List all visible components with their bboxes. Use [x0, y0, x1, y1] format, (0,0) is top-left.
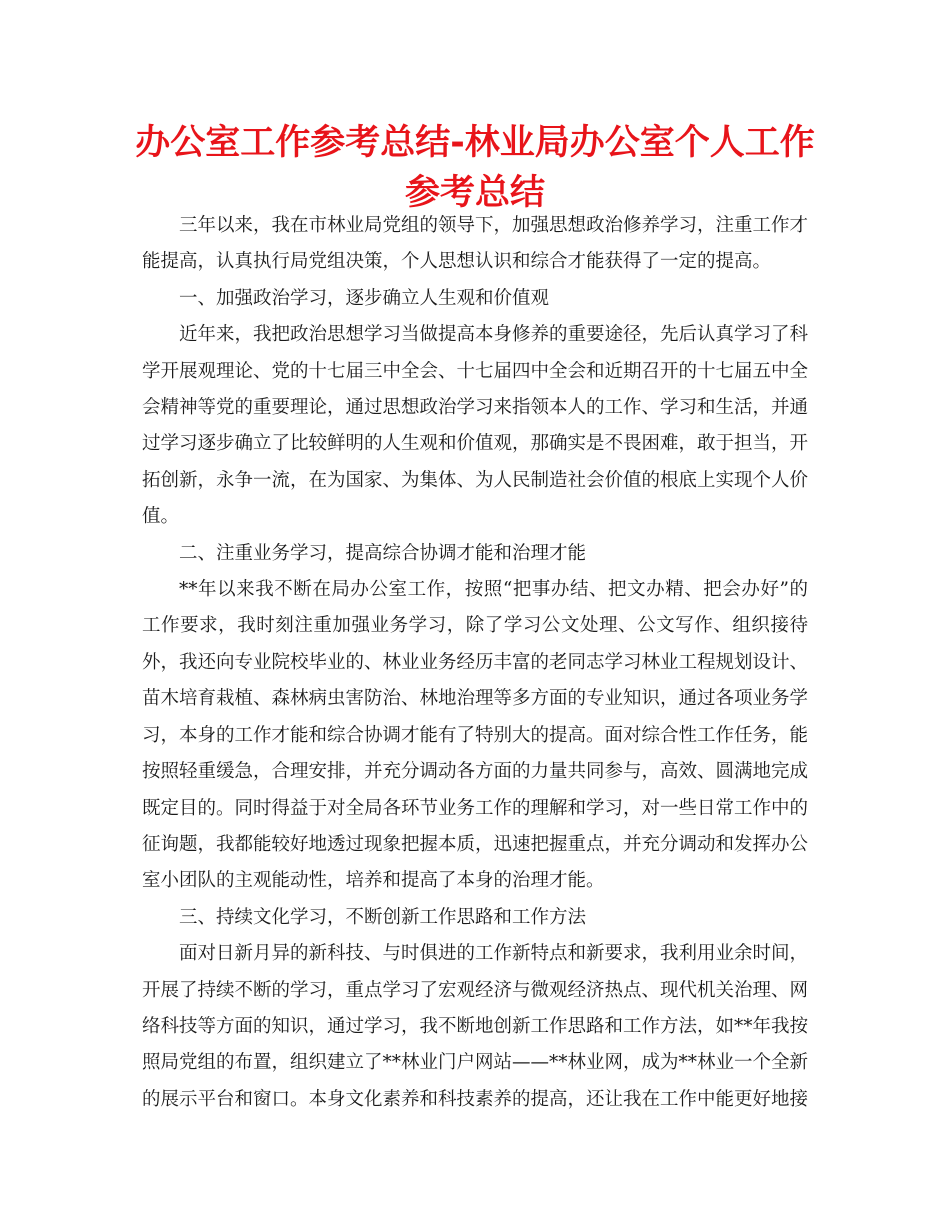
paragraph-section-3: 面对日新月异的新科技、与时俱进的工作新特点和新要求，我利用业余时间，开展了持续不断的学习，重点学习了宏观经济与微观经济热点、现代机关治理、网络科技等方面的知识，通过学习，我不断地创新工作思路和工作方法，如**年我按照局党组的布置，组织建立了**林业门户网站——**林业网，成为**林业一个全新的展示平台和窗口。本身文化素养和科技素养的提高，还让我在工作中能更好地接	[142, 943, 809, 1110]
section-heading-3: 三、持续文化学习，不断创新工作思路和工作方法	[179, 906, 587, 928]
section-heading-2: 二、注重业务学习，提高综合协调才能和治理才能	[179, 542, 587, 564]
document-title	[130, 118, 820, 218]
document-body	[142, 208, 808, 1118]
paragraph-intro: 三年以来，我在市林业局党组的领导下，加强思想政治修养学习，注重工作才能提高，认真执行局党组决策，个人思想认识和综合才能获得了一定的提高。	[142, 215, 809, 273]
section-heading-1: 一、加强政治学习，逐步确立人生观和价值观	[179, 287, 550, 309]
paragraph-section-1: 近年来，我把政治思想学习当做提高本身修养的重要途径，先后认真学习了科学开展观理论、党的十七届三中全会、十七届四中全会和近期召开的十七届五中全会精神等党的重要理论，通过思想政治学习来指领本人的工作、学习和生活，并通过学习逐步确立了比较鲜明的人生观和价值观，那确实是不畏困难，敢于担当，开拓创新，永争一流，在为国家、为集体、为人民制造社会价值的根底上实现个人价值。	[142, 324, 809, 528]
paragraph-section-2: **年以来我不断在局办公室工作，按照“把事办结、把文办精、把会办好”的工作要求，我时刻注重加强业务学习，除了学习公文处理、公文写作、组织接待外，我还向专业院校毕业的、林业业务经历丰富的老同志学习林业工程规划设计、苗木培育栽植、森林病虫害防治、林地治理等多方面的专业知识，通过各项业务学习，本身的工作才能和综合协调才能有了特别大的提高。面对综合性工作任务，能按照轻重缓急，合理安排，并充分调动各方面的力量共同参与，高效、圆满地完成既定目的。同时得益于对全局各环节业务工作的理解和学习，对一些日常工作中的征询题，我都能较好地透过现象把握本质，迅速把握重点，并充分调动和发挥办公室小团队的主观能动性，培养和提高了本身的治理才能。	[142, 579, 809, 892]
document-title-text: 办公室工作参考总结-林业局办公室个人工作参考总结	[135, 123, 815, 213]
